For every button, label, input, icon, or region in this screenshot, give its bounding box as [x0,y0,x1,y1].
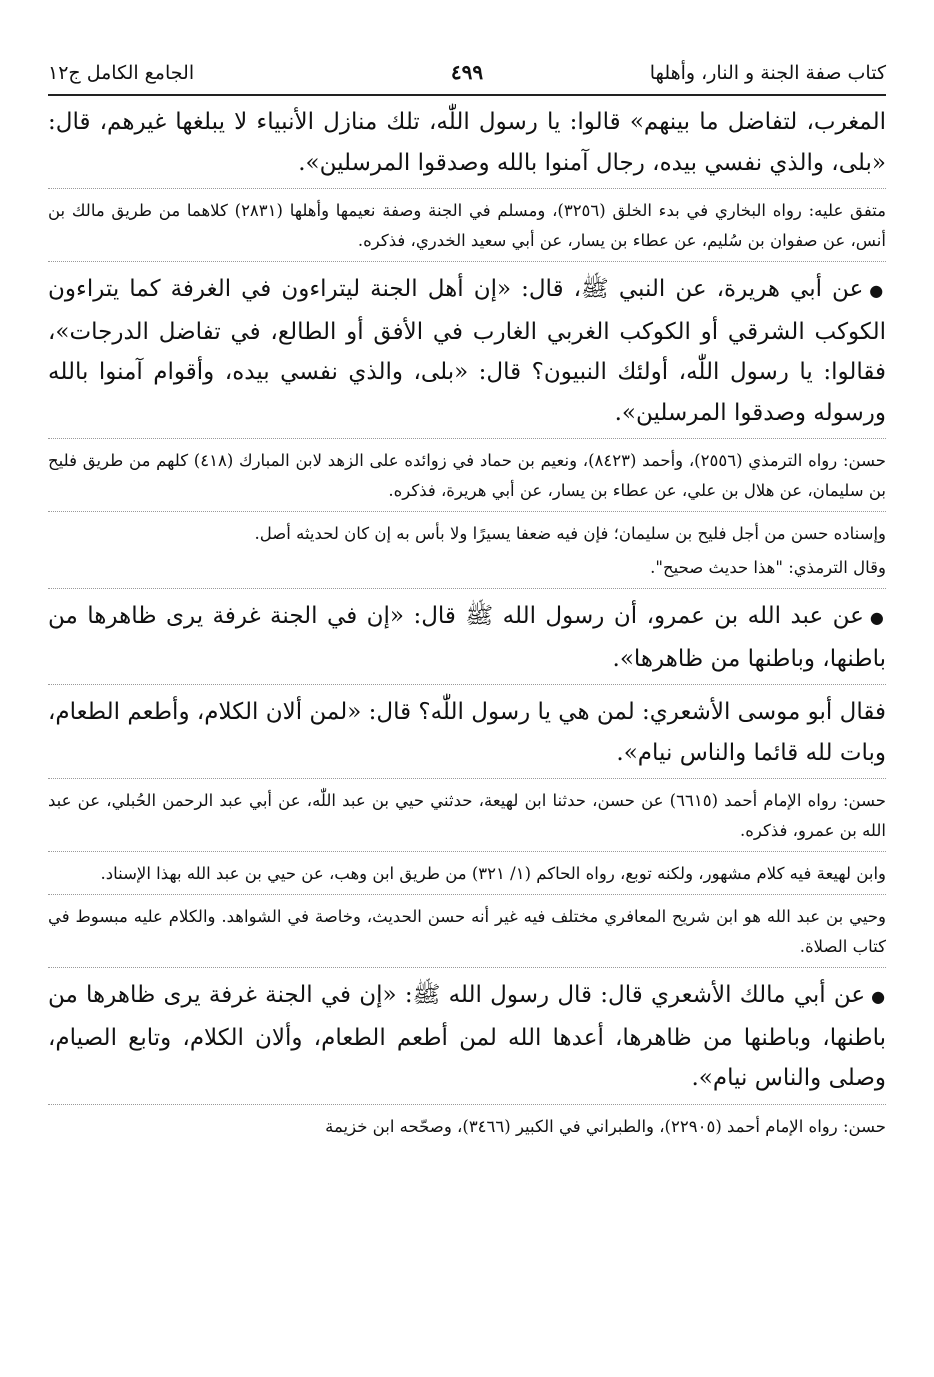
divider [48,261,886,263]
hadith-text: عن أبي هريرة، عن النبي ﷺ، قال: «إن أهل الجنة ليتراءون في الغرفة كما يتراءون الكوكب الشرقي أو الكوكب الغربي الغارب في الأفق أو الطالع، في تفاضل الدرجات»، فقالوا: يا رسول اللّٰه، أولئك النبيون؟ قال: «بلى، والذي نفسي بيده، وأقوام آمنوا بالله ورسوله وصدقوا المرسلين». [48,276,886,426]
page-header [48,56,886,96]
book-page [48,56,886,1377]
bullet-icon: ● [871,987,886,1006]
commentary-note: وحيي بن عبد الله هو ابن شريح المعافري مختلف فيه غير أنه حسن الحديث، وخاصة في الشواهد. والكلام عليه مبسوط في كتاب الصلاة. [48,907,886,956]
hadith-text: فقال أبو موسى الأشعري: لمن هي يا رسول اللّٰه؟ قال: «لمن ألان الكلام، وأطعم الطعام، وبات لله قائما والناس نيام». [48,699,886,766]
takhrij-note: حسن: رواه الترمذي (٢٥٥٦)، وأحمد (٨٤٢٣)، ونعيم بن حماد في زوائده على الزهد لابن المبارك (٤١٨) كلهم من طريق فليح بن سليمان، عن هلال بن علي، عن عطاء بن يسار، عن أبي هريرة، فذكره. [48,451,886,500]
takhrij-note: متفق عليه: رواه البخاري في بدء الخلق (٣٢٥٦)، ومسلم في الجنة وصفة نعيمها وأهلها (٢٨٣١) كلاهما من طريق مالك بن أنس، عن صفوان بن سُليم، عن عطاء بن يسار، عن أبي سعيد الخدري، فذكره. [48,201,886,250]
hadith-text: عن أبي مالك الأشعري قال: قال رسول الله ﷺ: «إن في الجنة غرفة يرى ظاهرها من باطنها، وباطنها من ظاهرها، أعدها الله لمن أطعم الطعام، وألان الكلام، وتابع الصيام، وصلى والناس نيام». [48,982,886,1091]
hadith-text: عن عبد الله بن عمرو، أن رسول الله ﷺ قال: «إن في الجنة غرفة يرى ظاهرها من باطنها، وباطنها من ظاهرها». [48,603,886,672]
hadith-paragraph [48,692,886,773]
volume-title: الجامع الكامل ج١٢ [48,62,195,84]
divider [48,851,886,853]
commentary-note: وإسناده حسن من أجل فليح بن سليمان؛ فإن فيه ضعفا يسيرًا ولا بأس به إن كان لحديثه أصل. [254,524,886,543]
divider [48,778,886,780]
bullet-icon: ● [869,281,886,300]
page-content [48,102,886,1142]
takhrij-note: حسن: رواه الإمام أحمد (٢٢٩٠٥)، والطبراني في الكبير (٣٤٦٦)، وصحّحه ابن خزيمة [325,1116,886,1136]
page-number: ٤٩٩ [450,60,484,84]
hadith-paragraph [48,269,886,433]
hadith-text: المغرب، لتفاضل ما بينهم» قالوا: يا رسول اللّٰه، تلك منازل الأنبياء لا يبلغها غيرهم، قال: «بلى، والذي نفسي بيده، رجال آمنوا بالله وصدقوا المرسلين». [48,109,886,176]
divider [48,967,886,969]
hadith-paragraph [48,975,886,1099]
bullet-icon: ● [869,608,886,627]
book-title: كتاب صفة الجنة و النار، وأهلها [649,62,886,84]
divider [48,684,886,686]
commentary-note: وقال الترمذي: "هذا حديث صحيح". [650,558,886,577]
hadith-paragraph [48,596,886,679]
hadith-paragraph [48,102,886,183]
commentary-note: وابن لهيعة فيه كلام مشهور، ولكنه توبع، رواه الحاكم (١/ ٣٢١) من طريق ابن وهب، عن حيي بن عبد الله بهذا الإسناد. [100,864,886,883]
divider [48,438,886,440]
divider [48,1104,886,1106]
divider [48,188,886,190]
divider [48,588,886,590]
divider [48,894,886,896]
divider [48,511,886,513]
takhrij-note: حسن: رواه الإمام أحمد (٦٦١٥) عن حسن، حدثنا ابن لهيعة، حدثني حيي بن عبد اللّٰه، عن أبي عبد الرحمن الحُبلي، عن عبد الله بن عمرو، فذكره. [48,791,886,840]
